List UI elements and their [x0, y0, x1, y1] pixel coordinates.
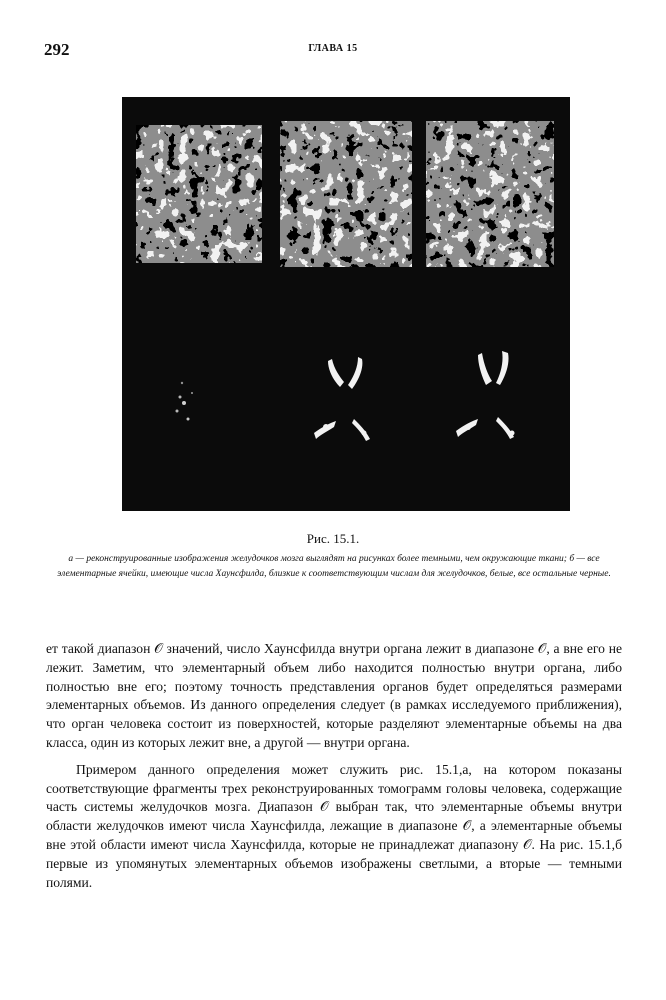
figure-caption-text: а — реконструированные изображения желудочков мозга выглядят на рисунках более темными, чем окружающие ткани; б — все элементарные ячейки, имеющие числа Хаунсфилда, близкие к соответствующим числам для желудочков, белые, все остальные черные. — [57, 554, 611, 579]
ct-brain-ventricles-image — [122, 97, 570, 511]
running-head: ГЛАВА 15 — [308, 43, 358, 54]
figure-ct-ventricles — [122, 97, 570, 511]
paragraph: Примером данного определения может служить рис. 15.1,а, на котором показаны соответствующие фрагменты трех реконструированных томограмм головы человека, содержащие часть системы желудочков мозга. Диапазон 𝒪 выбран так, что элементарные объемы внутри области желудочков имеют числа Хаунсфилда, лежащие в диапазоне 𝒪, а элементарные объемы вне этой области имеют числа Хаунсфилда, которые не принадлежат диапазону 𝒪. На рис. 15.1,б первые из упомянутых элементарных объемов изображены светлыми, а вторые — темными полями. — [46, 761, 622, 890]
page-number: 292 — [44, 40, 70, 59]
top-row-slices — [122, 119, 570, 277]
body-text — [46, 640, 622, 892]
paragraph: ет такой диапазон 𝒪 значений, число Хаунсфилда внутри органа лежит в диапазоне 𝒪, а вне его не лежит. Заметим, что элементарный объем либо находится полностью внутри органа, либо полностью вне его; поэтому точность представления органов будет определяться размерами элементарных объемов. Из данного определения следует (в рамках исследуемого приближения), что орган человека состоит из поверхностей, которые разделяют элементарные объемы на два класса, один из которых лежит вне, а другой — внутри органа. — [46, 641, 622, 750]
figure-caption-title: Рис. 15.1. — [306, 531, 360, 546]
